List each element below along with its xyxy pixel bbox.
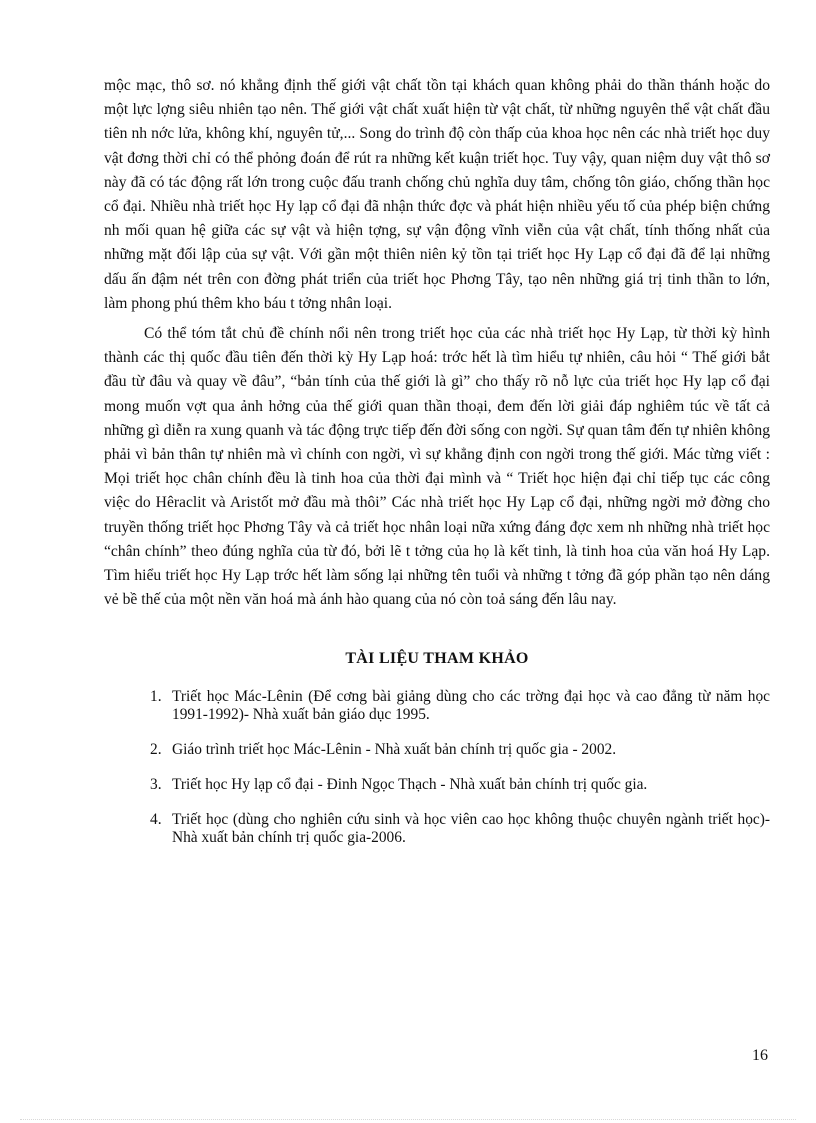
references-title: TÀI LIỆU THAM KHẢO	[345, 650, 529, 668]
reference-item-2	[104, 741, 770, 759]
reference-item-3	[104, 776, 770, 794]
reference-number: 1.	[150, 688, 162, 706]
reference-number: 4.	[150, 811, 162, 829]
references-list	[104, 688, 770, 847]
body-paragraph-2: Có thể tóm tắt chủ đề chính nổi nên trong triết học của các nhà triết học Hy Lạp, từ thời kỳ hình thành các thị quốc đầu tiên đến thời kỳ Hy Lạp hoá: trớc hết là tìm hiểu tự nhiên, câu hỏi “ Thế giới bắt đầu từ đâu và quay về đâu”, “bản tính của thế giới là gì” cho thấy rõ nỗ lực của triết học Hy lạp cổ đại mong muốn vợt qua ảnh hởng của thế giới quan thần thoại, đem đến lời giải đáp nghiêm túc về tất cả những gì diễn ra xung quanh và tác động trực tiếp đến đời sống con ngời. Sự quan tâm đến tự nhiên không phải vì bản thân tự nhiên mà vì chính con ngời, vì sự khẳng định con ngời trong thế giới. Mác từng viết : Mọi triết học chân chính đều là tinh hoa của thời đại mình và “ Triết học hiện đại chỉ tiếp tục các công việc do Hêraclit và Aristốt mở đầu mà thôi” Các nhà triết học Hy Lạp cổ đại, những ngời mở đờng cho truyền thống triết học Phơng Tây và cả triết học nhân loại nữa xứng đáng đợc xem nh những nhà triết học “chân chính” theo đúng nghĩa của từ đó, bởi lẽ t tởng của họ là kết tinh, là tinh hoa của văn hoá Hy Lạp. Tìm hiểu triết học Hy Lạp trớc hết làm sống lại những tên tuổi và những t tởng đã góp phần tạo nên dáng vẻ bề thế của một nền văn hoá mà ánh hào quang của nó còn toả sáng đến lâu nay.	[104, 325, 770, 609]
document-page	[104, 74, 770, 864]
body-paragraph-1: mộc mạc, thô sơ. nó khẳng định thế giới vật chất tồn tại khách quan không phải do thần thánh hoặc do một lực lợng siêu nhiên tạo nên. Thế giới vật chất xuất hiện từ vật chất, từ những nguyên thể vật chất đầu tiên nh nớc lửa, không khí, nguyên tử,... Song do trình độ còn thấp của khoa học nên các nhà triết học duy vật đơng thời chỉ có thể phỏng đoán để rút ra những kết kuận triết học. Tuy vậy, quan niệm duy vật thô sơ này đã có tác động rất lớn trong cuộc đấu tranh chống chủ nghĩa duy tâm, chống tôn giáo, chống thần học cổ đại. Nhiều nhà triết học Hy lạp cổ đại đã nhận thức đợc và phát hiện nhiều yếu tố của phép biện chứng nh mối quan hệ giữa các sự vật và hiện tợng, sự vận động vĩnh viễn của vật chất, tính thống nhất của những mặt đối lập của sự vật. Với gần một thiên niên kỷ tồn tại triết học Hy Lạp cổ đại đã để lại những dấu ấn đậm nét trên con đờng phát triển của triết học Phơng Tây, tạo nên những giá trị tinh thần to lớn, làm phong phú thêm kho báu t tởng nhân loại.	[104, 77, 770, 312]
reference-number: 3.	[150, 776, 162, 794]
reference-text: Triết học (dùng cho nghiên cứu sinh và học viên cao học không thuộc chuyên ngành triết học)- Nhà xuất bản chính trị quốc gia-2006.	[172, 811, 770, 847]
reference-text: Giáo trình triết học Mác-Lênin - Nhà xuất bản chính trị quốc gia - 2002.	[172, 741, 617, 759]
page-number: 16	[752, 1047, 768, 1064]
reference-text: Triết học Hy lạp cổ đại - Đinh Ngọc Thạch - Nhà xuất bản chính trị quốc gia.	[172, 776, 648, 794]
reference-text: Triết học Mác-Lênin (Để cơng bài giảng dùng cho các trờng đại học và cao đẳng từ năm học 1991-1992)- Nhà xuất bản giáo dục 1995.	[172, 688, 770, 724]
reference-number: 2.	[150, 741, 162, 759]
reference-item-4	[104, 811, 770, 847]
reference-item-1	[104, 688, 770, 724]
page-bottom-divider	[20, 1119, 796, 1120]
